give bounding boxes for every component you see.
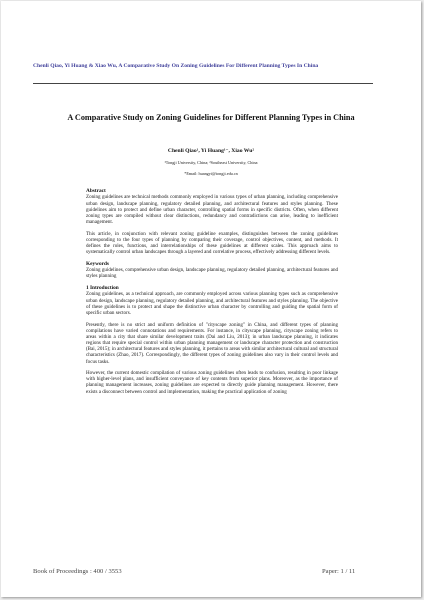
introduction-paragraph: However, the current domestic compilation of various zoning guidelines often leads to confusion, resulting in poor linkage with higher-level plans, and insufficient conveyance of key contents from superior plans. Moreover, as the importance of planning management increases, zoning guidelines are expected to directly guide planning management. However, there exists a disconnect between control and implementation, making the practical application of zoning — [86, 370, 338, 395]
paper-body — [86, 188, 338, 400]
introduction-paragraph: Zoning guidelines, as a technical approach, are commonly employed across various planning types such as comprehensive urban design, landscape planning, regulatory detailed planning, and architectural features and styles planning. The objective of these guidelines is to protect and shape the distinctive urban character by controlling and guiding the spatial form of specific urban sectors. — [86, 291, 338, 316]
author-list: Chenli Qiao¹, Yi Huang¹⁻, Xiao Wu² — [167, 148, 255, 154]
contact-email: *Email: huangyi@tongji.edu.cn — [184, 171, 238, 176]
abstract-paragraph: This article, in conjunction with relevant zoning guideline examples, distinguishes between the zoning guidelines corresponding to the four types of planning by comparing their coverage, control objectives, content, and methods. It defines the roles, functions, and interrelationships of these guidelines at different scales. This approach aims to systematically control urban landscapes through a layered and correlative process, effectively addressing different levels. — [86, 230, 338, 256]
keywords-text: Zoning guidelines, comprehensive urban design, landscape planning, regulatory detailed planning, architectural features and styles planning — [86, 267, 338, 280]
abstract-heading: Abstract — [86, 188, 106, 194]
introduction-paragraph: Presently, there is no strict and uniform definition of "cityscape zoning" in China, and different types of planning compilations have varied connotations and requirements. For instance, in cityscape planning, cityscape zoning refers to areas within a city that share similar development traits (Dai and Liu, 2013); in urban landscape planning, it indicates regions that require special control within urban planning management or landscape character protection and construction (Bai, 2015); in architectural features and styles planning, it pertains to areas with similar architectural cultural and structural characteristics (Zhao, 2017). Correspondingly, the different types of zoning guidelines also vary in their control levels and focus tasks. — [86, 321, 338, 365]
affiliations: ¹Tongji University, China; ²Southeast University, China — [164, 160, 258, 165]
paper-page — [1, 1, 421, 597]
keywords-heading: Keywords — [86, 260, 109, 267]
abstract-paragraph: Zoning guidelines are technical methods commonly employed in various types of urban planning, including comprehensive urban design, landscape planning, regulatory detailed planning, and architectural features and styles planning. These guidelines aim to protect and define urban character, controlling spatial forms in specific districts. Often, when different zoning types are compiled without clear distinctions, redundancy and contradictions can arise, leading to inefficient management. — [86, 194, 338, 226]
proceedings-page-counter: Book of Proceedings : 400 / 3553 — [33, 568, 122, 575]
paper-title: A Comparative Study on Zoning Guidelines for Different Planning Types in China — [67, 113, 355, 122]
paper-page-counter: Paper: 1 / 11 — [322, 568, 356, 575]
header-rule — [33, 83, 373, 84]
running-header: Chenli Qiao, Yi Huang & Xiao Wu, A Comparative Study On Zoning Guidelines For Different Planning Types In China — [33, 63, 319, 69]
introduction-heading: 1 Introduction — [86, 285, 119, 292]
